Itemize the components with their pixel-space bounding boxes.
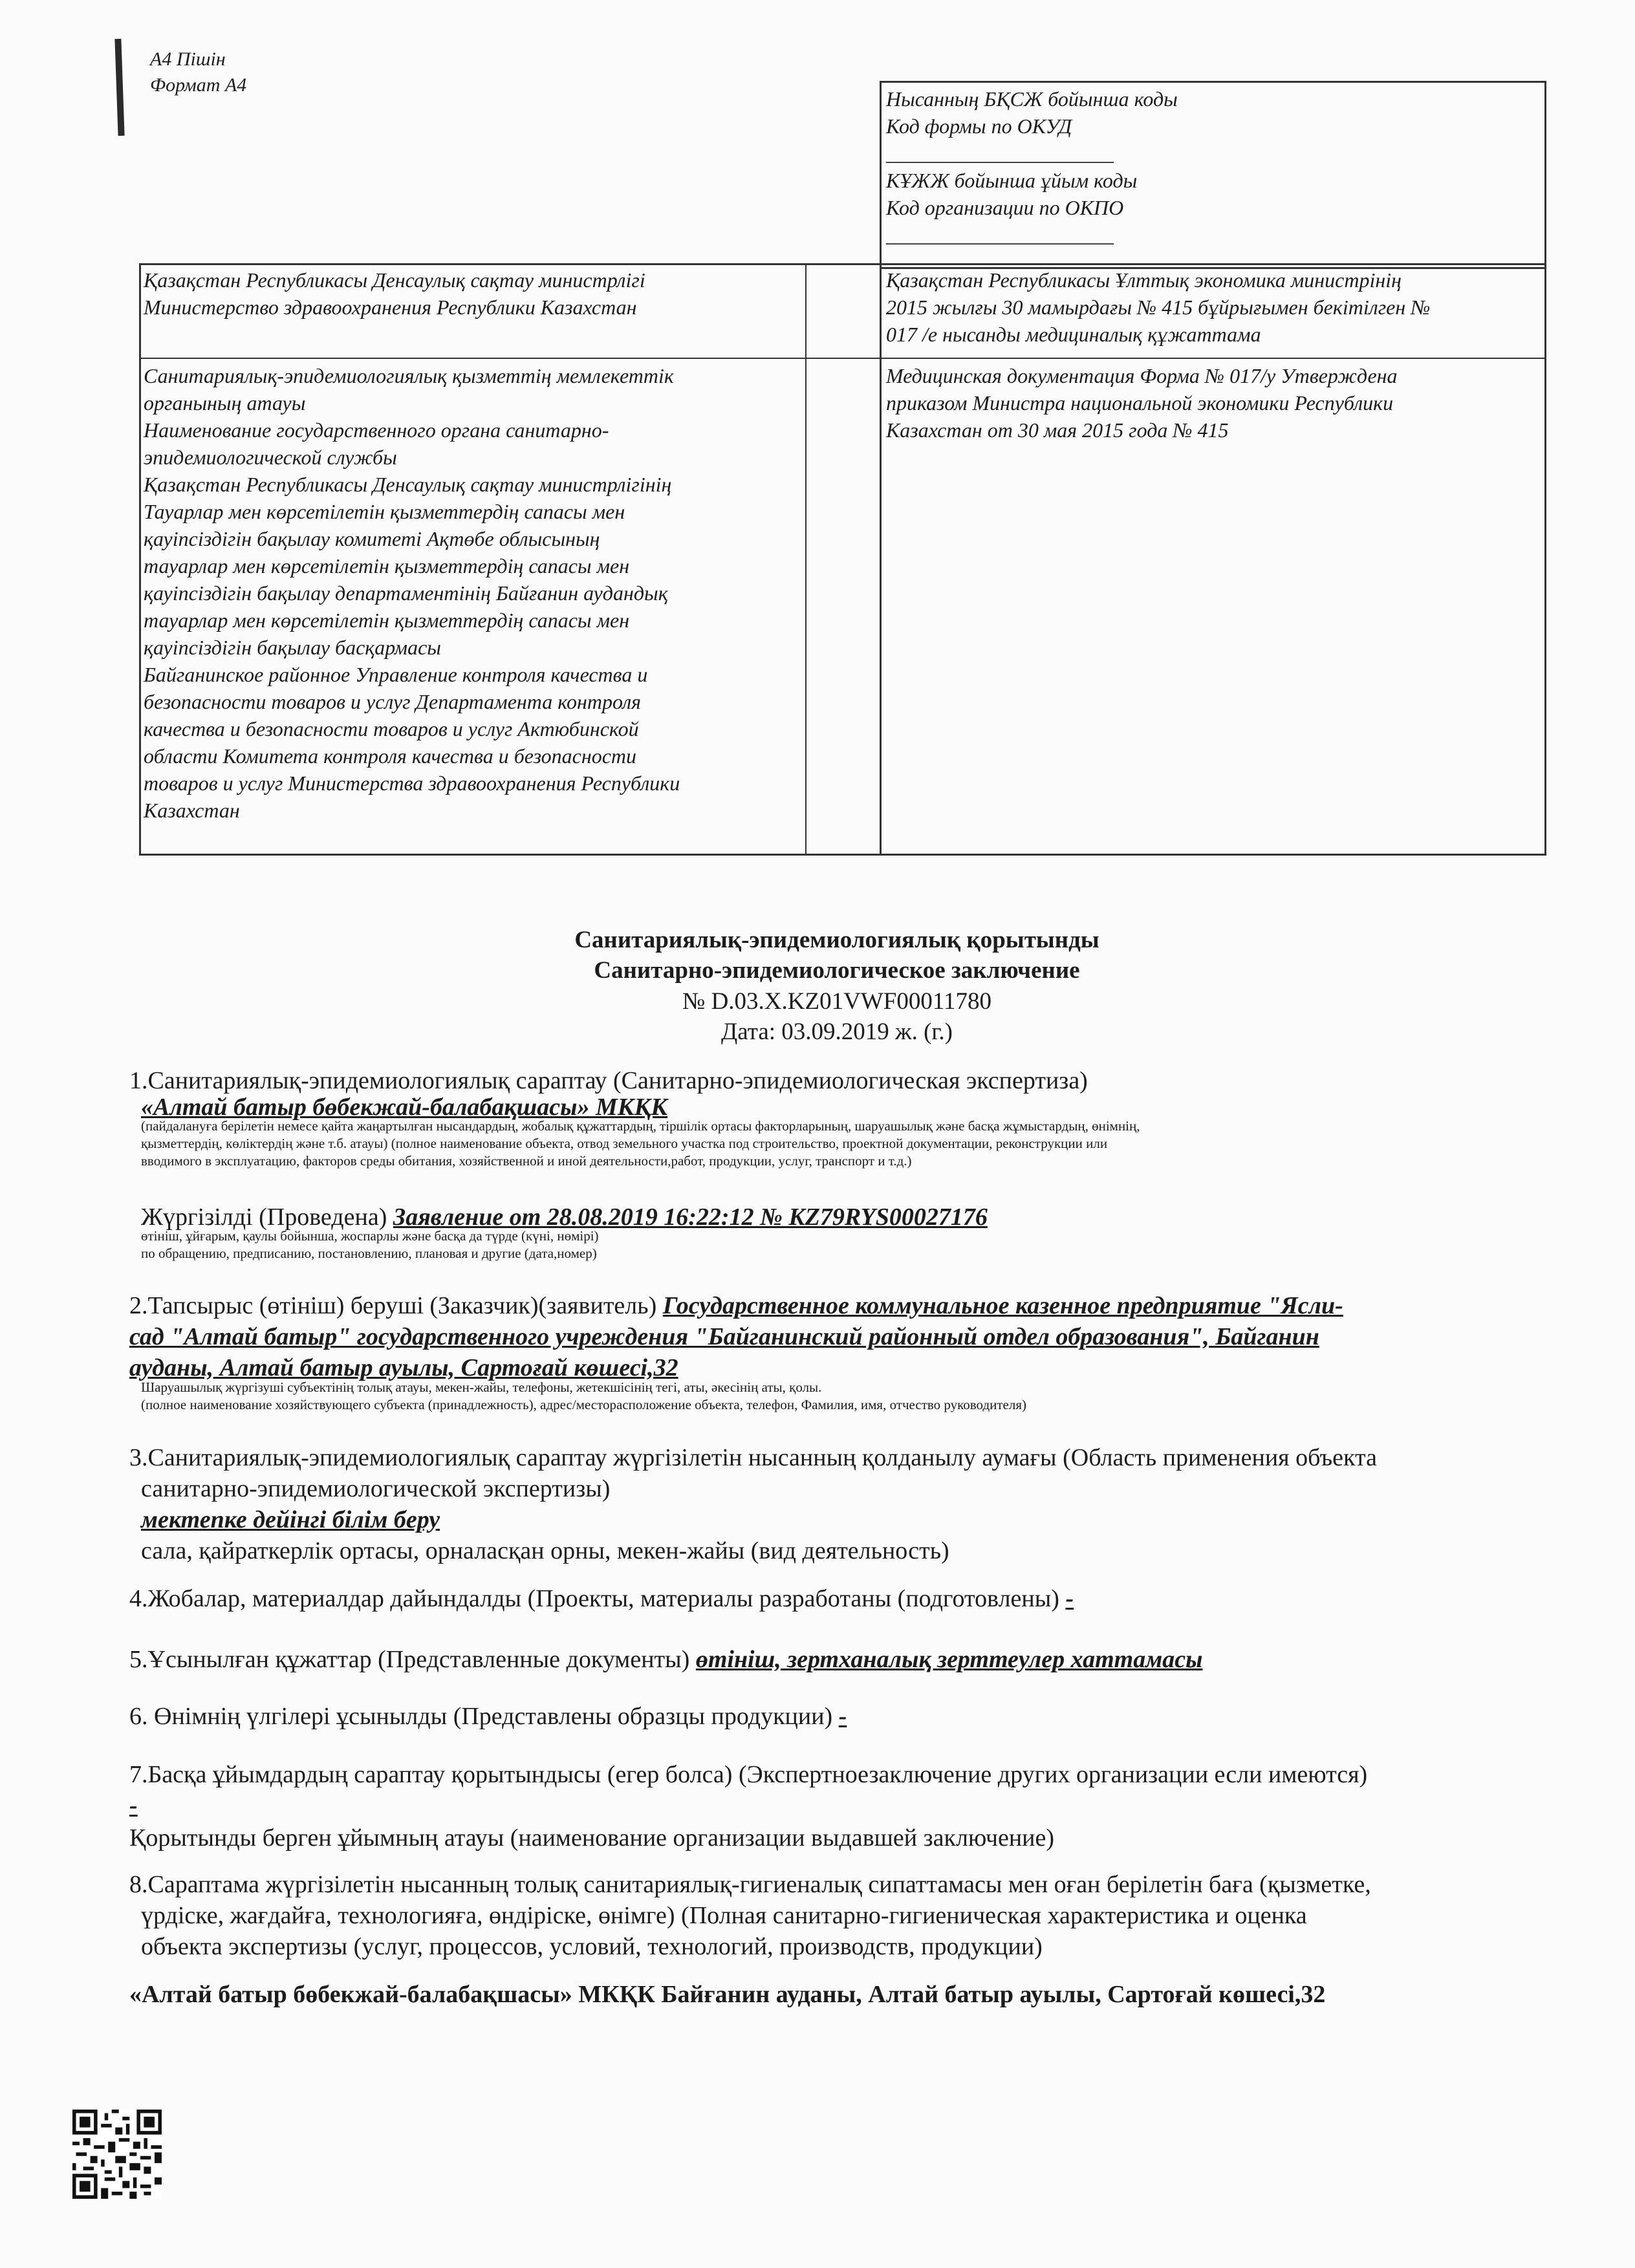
section-3 bbox=[129, 1442, 1538, 1566]
organ-line: қауіпсіздігін бақылау басқармасы bbox=[144, 636, 441, 659]
section-2-line-1 bbox=[129, 1290, 1538, 1321]
document-number: № D.03.X.KZ01VWF00011780 bbox=[682, 988, 991, 1015]
object-address: «Алтай батыр бөбекжай-балабақшасы» МКҚК Байғанин ауданы, Алтай батыр ауылы, Сартоғай көшесі,32 bbox=[129, 1981, 1326, 2008]
section-6-label: 6. Өнімнің үлгілері ұсынылды (Представлены образцы продукции) bbox=[129, 1703, 833, 1730]
table-row-divider bbox=[139, 358, 1544, 359]
section-3-line-2: санитарно-эпидемиологической экспертизы) bbox=[141, 1475, 611, 1502]
held-note-1: өтініш, ұйғарым, қаулы бойынша, жоспарлы және басқа да түрде (күні, нөмірі) bbox=[141, 1228, 599, 1244]
format-line-1: А4 Пішін bbox=[150, 49, 226, 70]
organ-line: Наименование государственного органа санитарно- bbox=[144, 418, 609, 442]
organ-line: качества и безопасности товаров и услуг Актюбинской bbox=[144, 717, 639, 740]
format-label bbox=[150, 47, 246, 98]
held-note bbox=[141, 1227, 599, 1262]
title-kz: Санитариялық-эпидемиологиялық қорытынды bbox=[574, 927, 1099, 953]
document-date: Дата: 03.09.2019 ж. (г.) bbox=[721, 1019, 953, 1045]
section-3-line-3: сала, қайраткерлік ортасы, орналасқан орны, мекен-жайы (вид деятельность) bbox=[141, 1537, 949, 1564]
section-8-line-1: 8.Сараптама жүргізілетін нысанның толық санитариялық-гигиеналық сипаттамасы мен оған берілетін баға (қызметке, bbox=[129, 1871, 1371, 1898]
organ-line: органының атауы bbox=[144, 391, 306, 415]
organ-line: тауарлар мен көрсетілетін қызметтердің сапасы мен bbox=[144, 609, 630, 632]
section-4-label: 4.Жобалар, материалдар дайындалды (Проекты, материалы разработаны (подготовлены) bbox=[129, 1585, 1059, 1612]
margin-marker bbox=[114, 39, 124, 136]
organ-line: Қазақстан Республикасы Денсаулық сақтау министрлігінің bbox=[144, 473, 672, 496]
section-2-label: 2.Тапсырыс (өтініш) беруші (Заказчик)(заявитель) bbox=[129, 1292, 657, 1319]
organ-line: товаров и услуг Министерства здравоохранения Республики bbox=[144, 772, 680, 795]
section-1-label: 1.Санитариялық-эпидемиологиялық сараптау (Санитарно-эпидемиологическая экспертиза) bbox=[129, 1067, 1088, 1094]
held-value: Заявление от 28.08.2019 16:22:12 № KZ79RYS00027176 bbox=[393, 1204, 988, 1231]
section-8-line-3: объекта экспертизы (услуг, процессов, условий, технологий, производств, продукции) bbox=[141, 1933, 1043, 1960]
section-1-note-2: қызметтердің, көліктердің және т.б. атауы) (полное наименование объекта, отвод земельного участка под строительство, проектной документации, реконструкции или bbox=[141, 1136, 1108, 1151]
order-ref-cell bbox=[886, 266, 1543, 348]
organ-line: Тауарлар мен көрсетілетін қызметтердің сапасы мен bbox=[144, 500, 625, 523]
order-ref-line-1: Қазақстан Республикасы Ұлттық экономика министрінің bbox=[886, 268, 1402, 292]
ministry-kz: Қазақстан Республикасы Денсаулық сақтау министрлігі bbox=[144, 268, 645, 292]
section-2-value-3: ауданы, Алтай батыр ауылы, Сартоғай көшесі,32 bbox=[129, 1354, 678, 1381]
order-ref-line-3: 017 /е нысанды медициналық құжаттама bbox=[886, 323, 1261, 346]
organ-line: Санитариялық-эпидемиологиялық қызметтің мемлекеттік bbox=[144, 364, 674, 387]
document-title bbox=[19, 925, 1635, 986]
okud-line-4: Код организации по ОКПО bbox=[886, 196, 1124, 219]
okud-line-2: Код формы по ОКУД bbox=[886, 114, 1072, 138]
ministry-cell bbox=[144, 266, 803, 321]
order-ref-ru-line: приказом Министра национальной экономики Республики bbox=[886, 391, 1394, 415]
section-2-note-2: (полное наименование хозяйствующего субъекта (принадлежность), адрес/месторасположение объекта, телефон, Фамилия, имя, отчество руководителя) bbox=[141, 1397, 1026, 1412]
okud-blank-1: ______________________ bbox=[886, 142, 1114, 165]
section-6-value: - bbox=[838, 1703, 847, 1730]
okud-blank-2: ______________________ bbox=[886, 223, 1114, 246]
organ-line: безопасности товаров и услуг Департамента контроля bbox=[144, 690, 642, 713]
order-ref-ru-line: Казахстан от 30 мая 2015 года № 415 bbox=[886, 418, 1229, 442]
table-col-divider-2 bbox=[880, 263, 882, 854]
order-ref-line-2: 2015 жылғы 30 мамырдағы № 415 бұйрығымен бекітілген № bbox=[886, 296, 1431, 319]
order-ref-ru-line: Медицинская документация Форма № 017/у Утверждена bbox=[886, 364, 1398, 387]
section-6 bbox=[129, 1701, 847, 1732]
section-2-note bbox=[141, 1379, 1026, 1414]
section-1-note bbox=[141, 1118, 1538, 1170]
section-5-value: өтініш, зертханалық зерттеулер хаттамасы bbox=[695, 1646, 1203, 1673]
section-7 bbox=[129, 1759, 1539, 1853]
organ-line: қауіпсіздігін бақылау департаментінің Байғанин аудандық bbox=[144, 581, 668, 605]
organ-line: тауарлар мен көрсетілетін қызметтердің сапасы мен bbox=[144, 554, 630, 578]
organ-line: эпидемиологической службы bbox=[144, 446, 397, 469]
section-8 bbox=[129, 1869, 1538, 1962]
format-line-2: Формат А4 bbox=[150, 74, 247, 96]
section-1-note-3: вводимого в эксплуатацию, факторов среды обитания, хозяйственной и иной деятельности,работ, продукции, услуг, транспорт и т.д.) bbox=[141, 1153, 912, 1169]
organ-line: Казахстан bbox=[144, 799, 240, 822]
qr-code-icon bbox=[72, 2110, 162, 2199]
section-5-label: 5.Ұсынылған құжаттар (Представленные документы) bbox=[129, 1646, 690, 1673]
section-2 bbox=[129, 1290, 1538, 1383]
section-4 bbox=[129, 1583, 1074, 1614]
organ-line: қауіпсіздігін бақылау комитеті Ақтөбе облысының bbox=[144, 527, 600, 550]
section-2-note-1: Шаруашылық жүргізуші субъектінің толық атауы, мекен-жайы, телефоны, жетекшісінің тегі, аты, әкесінің аты, қолы. bbox=[141, 1379, 822, 1395]
table-col-divider-1 bbox=[805, 263, 807, 854]
section-1-note-1: (пайдалануға берілетін немесе қайта жаңартылған нысандардың, жобалық құжаттардың, тіршілік ортасы факторларының, шаруашылық және басқа жұмыстардың, өнімнің, bbox=[141, 1118, 1140, 1134]
section-2-value-1: Государственное коммунальное казенное предприятие "Ясли- bbox=[662, 1292, 1343, 1319]
organ-line: области Комитета контроля качества и безопасности bbox=[144, 744, 637, 768]
section-7-line-2: Қорытынды берген ұйымның атауы (наименование организации выдавшей заключение) bbox=[129, 1824, 1055, 1852]
section-7-value: - bbox=[129, 1792, 138, 1819]
title-ru: Санитарно-эпидемиологическое заключение bbox=[594, 957, 1080, 984]
okud-line-1: Нысанның БҚСЖ бойынша коды bbox=[886, 87, 1178, 111]
organ-line: Байганинское районное Управление контроля качества и bbox=[144, 663, 648, 686]
held-label: Жүргізілді (Проведена) bbox=[141, 1204, 387, 1231]
section-5 bbox=[129, 1644, 1203, 1675]
okud-text bbox=[886, 85, 1533, 248]
section-3-line-1: 3.Санитариялық-эпидемиологиялық сараптау жүргізілетін нысанның қолданылу аумағы (Область применения объекта bbox=[129, 1444, 1377, 1471]
section-4-value: - bbox=[1065, 1585, 1074, 1612]
section-1-value: «Алтай батыр бөбекжай-балабақшасы» МКҚК bbox=[141, 1094, 668, 1121]
okud-line-3: КҰЖЖ бойынша ұйым коды bbox=[886, 169, 1138, 192]
section-7-label: 7.Басқа ұйымдардың сараптау қорытындысы (егер болса) (Экспертноезаключение других организации если имеются) bbox=[129, 1761, 1368, 1788]
ministry-ru: Министерство здравоохранения Республики Казахстан bbox=[144, 296, 637, 319]
section-8-line-2: үрдіске, жағдайға, технологияға, өндіріске, өнімге) (Полная санитарно-гигиеническая характеристика и оценка bbox=[141, 1902, 1307, 1929]
held-note-2: по обращению, предписанию, постановлению, плановая и другие (дата,номер) bbox=[141, 1246, 597, 1261]
organ-cell bbox=[144, 362, 803, 824]
section-3-value: мектепке дейінгі білім беру bbox=[141, 1506, 440, 1533]
section-2-value-2: сад "Алтай батыр" государственного учреждения "Байганинский районный отдел образования", Байганин bbox=[129, 1323, 1319, 1350]
order-ref-ru-cell bbox=[886, 362, 1543, 444]
document-number-block bbox=[19, 986, 1635, 1047]
